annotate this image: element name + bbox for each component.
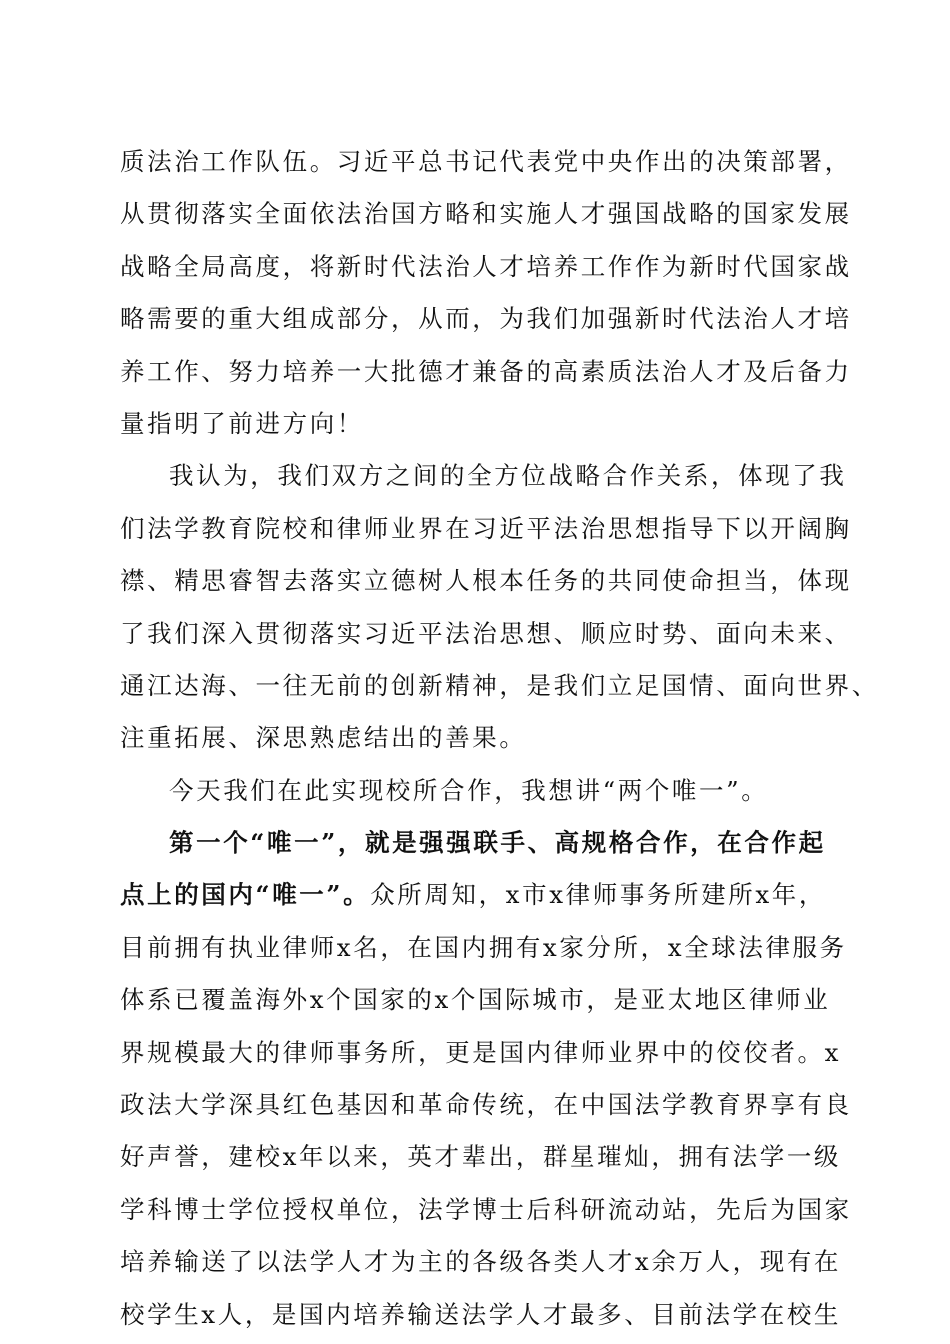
p4-line-6: 政法大学深具红色基因和革命传统，在中国法学教育界享有良 (120, 1090, 852, 1120)
p4-line-3: 目前拥有执业律师x名，在国内拥有x家分所，x全球法律服务 (120, 932, 847, 962)
p4-line-7: 好声誉，建校x年以来，英才辈出，群星璀灿，拥有法学一级 (120, 1142, 842, 1172)
p2-line-1: 我认为，我们双方之间的全方位战略合作关系，体现了我 (169, 461, 847, 491)
p3-line-1: 今天我们在此实现校所合作，我想讲“两个唯一”。 (169, 775, 769, 805)
p4-line-2-rest: 众所周知，x市x律师事务所建所x年， (370, 880, 826, 910)
p4-line-5: 界规模最大的律师事务所，更是国内律师业界中的佼佼者。x (120, 1037, 842, 1067)
p2-line-6: 注重拓展、深思熟虑结出的善果。 (120, 723, 527, 753)
p1-line-5: 养工作、努力培养一大批德才兼备的高素质法治人才及后备力 (120, 356, 852, 386)
p1-line-2: 从贯彻落实全面依法治国方略和实施人才强国战略的国家发展 (120, 199, 852, 229)
p2-line-3: 襟、精思睿智去落实立德树人根本任务的共同使命担当，体现 (120, 566, 852, 596)
document-body (120, 136, 879, 1341)
p2-line-4: 了我们深入贯彻落实习近平法治思想、顺应时势、面向未来、 (120, 618, 852, 648)
p4-line-2 (120, 869, 850, 921)
p2-line-5: 通江达海、一往无前的创新精神，是我们立足国情、面向世界、 (120, 670, 879, 700)
p4-line-4: 体系已覆盖海外x个国家的x个国际城市，是亚太地区律师业 (120, 985, 831, 1015)
p4-line-2-bold: 点上的国内“唯一”。 (120, 880, 371, 910)
p4-line-1: 第一个“唯一”，就是强强联手、高规格合作，在合作起 (169, 828, 826, 858)
p2-line-2: 们法学教育院校和律师业界在习近平法治思想指导下以开阔胸 (120, 513, 852, 543)
p1-line-6: 量指明了前进方向！ (120, 408, 364, 438)
p1-line-4: 略需要的重大组成部分，从而，为我们加强新时代法治人才培 (120, 304, 852, 334)
p1-line-3: 战略全局高度，将新时代法治人才培养工作作为新时代国家战 (120, 251, 852, 281)
p4-line-9: 培养输送了以法学人才为主的各级各类人才x余万人，现有在 (120, 1247, 842, 1277)
p4-line-8: 学科博士学位授权单位，法学博士后科研流动站，先后为国家 (120, 1194, 852, 1224)
p4-line-10: 校学生x人，是国内培养输送法学人才最多、目前法学在校生 (120, 1299, 842, 1329)
p1-line-1: 质法治工作队伍。习近平总书记代表党中央作出的决策部署， (120, 147, 852, 176)
